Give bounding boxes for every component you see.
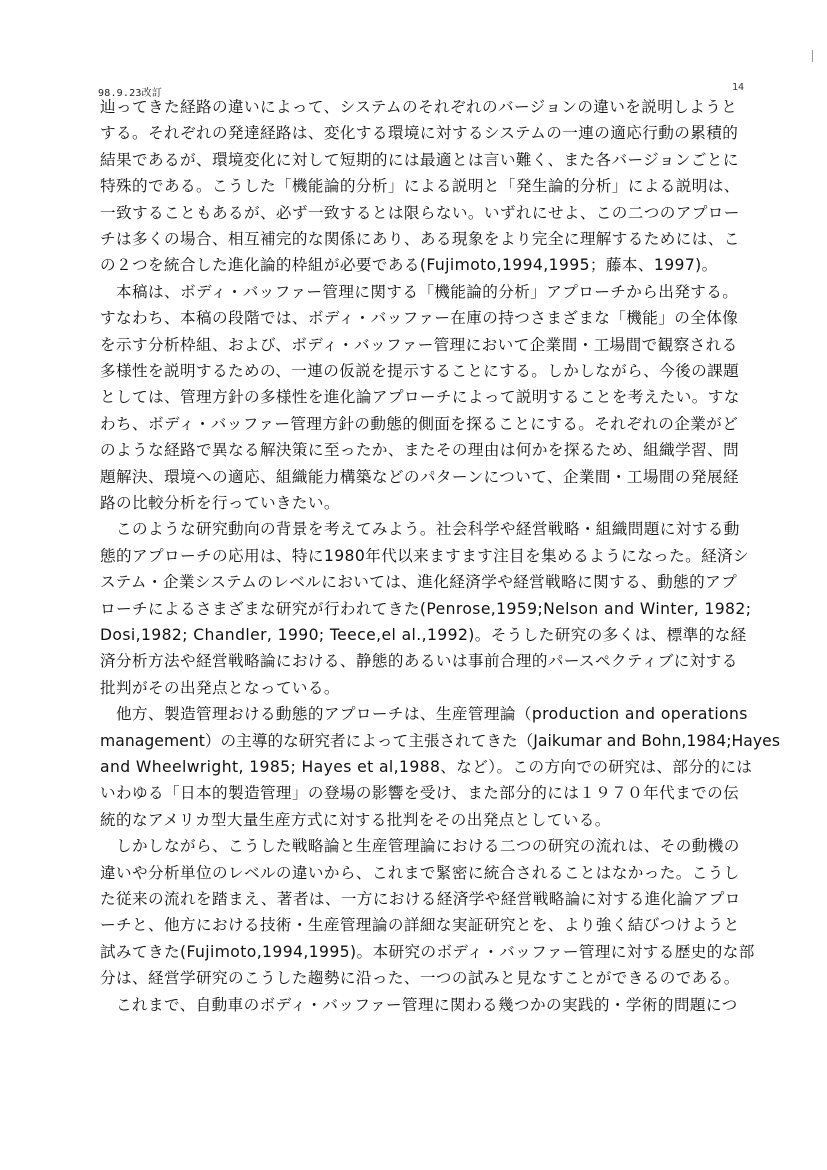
text-line: しかしながら、こうした戦略論と生産管理論における二つの研究の流れは、その動機の (100, 837, 740, 856)
text-line: 試みてきた(Fujimoto,1994,1995)。本研究のボディ・バッファー管理に対する歴史的な部 (100, 942, 755, 961)
text-line: and Wheelwright, 1985; Hayes et al,1988、など）。この方向での研究は、部分的には (100, 758, 753, 776)
text-line: Dosi,1982; Chandler, 1990; Teece,el al.,1992)。そうした研究の多くは、標準的な経 (100, 626, 747, 644)
text-line: 批判がその出発点となっている。 (100, 678, 340, 697)
text-line: のような経路で異なる解決策に至ったか、またその理由は何かを探るため、組織学習、問 (100, 441, 740, 460)
text-line: 違いや分析単位のレベルの違いから、これまで緊密に統合されることはなかった。こうし (100, 863, 740, 882)
text-line: た従来の流れを踏まえ、著者は、一方における経済学や経営戦略論に対する進化論アプロ (100, 890, 741, 908)
text-line: 分は、経営学研究のこうした趨勢に沿った、一つの試みと見なすことができるのである。 (100, 969, 740, 988)
text-line: を示す分析枠組、および、ボディ・バッファー管理において企業間・工場間で観察される (100, 335, 738, 354)
text-line: 特殊的である。こうした「機能論的分析」による説明と「発生論的分析」による説明は、 (100, 177, 740, 196)
text-line: これまで、自動車のボディ・バッファー管理に関わる幾つかの実践的・学術的問題につ (100, 995, 738, 1014)
revision-date: 98.9.23改訂 (98, 88, 162, 99)
text-line: 一致することもあるが、必ず一致するとは限らない。いずれにせよ、この二つのアプロー (100, 203, 740, 222)
text-line: わち、ボディ・バッファー管理方針の動態的側面を探ることにする。それぞれの企業がど (100, 414, 739, 433)
text-line: このような研究動向の背景を考えてみよう。社会科学や経営戦略・組織問題に対する動 (100, 520, 740, 539)
text-line: 済分析方法や経営戦略論における、静態的あるいは事前合理的パースペクティブに対する (100, 652, 738, 671)
text-line: ステム・企業システムのレベルにおいては、進化経済学や経営戦略に関する、動態的アプ (100, 573, 738, 592)
text-line: の２つを統合した進化論的枠組が必要である(Fujimoto,1994,1995；藤本、1997)。 (100, 256, 718, 275)
text-line: 他方、製造管理おける動態的アプローチは、生産管理論（production and operations (100, 705, 748, 724)
text-line: チは多くの場合、相互補完的な関係にあり、ある現象をより完全に理解するためには、こ (100, 230, 740, 248)
text-line: すなわち、本稿の段階では、ボディ・バッファー在庫の持つさまざまな「機能」の全体像 (100, 309, 739, 328)
text-line: 態的アプローチの応用は、特に1980年代以来ますます注目を集めるようになった。経済シ (100, 546, 750, 565)
text-line: 統的なアメリカ型大量生産方式に対する批判をその出発点としている。 (100, 810, 611, 829)
text-line: ーチと、他方における技術・生産管理論の詳細な実証研究とを、より強く結びつけようと (100, 916, 740, 935)
text-line: する。それぞれの発達経路は、変化する環境に対するシステムの一連の適応行動の累積的 (100, 124, 739, 143)
text-line: 題解決、環境への適応、組織能力構築などのパターンについて、企業間・工場間の発展経 (100, 467, 739, 486)
text-line: 本稿は、ボディ・バッファー管理に関する「機能論的分析」アプローチから出発する。 (100, 282, 739, 301)
text-line: 辿ってきた経路の違いによって、システムのそれぞれのバージョンの違いを説明しようと (100, 98, 738, 116)
text-line: いわゆる「日本的製造管理」の登場の影響を受け、また部分的には１９７０年代までの伝 (100, 784, 740, 803)
text-line: としては、管理方針の多様性を進化論アプローチによって説明することを考えたい。すな (100, 388, 740, 407)
text-line: 路の比較分析を行っていきたい。 (100, 494, 340, 512)
text-line: management）の主導的な研究者によって主張されてきた（Jaikumar and Bohn,1984;Hayes (100, 731, 780, 750)
text-line: ローチによるさまざまな研究が行われてきた(Penrose,1959;Nelson and Winter, 1982; (100, 599, 752, 618)
scan-edge-mark (812, 50, 813, 62)
page-number: 14 (732, 82, 745, 93)
text-line: 結果であるが、環境変化に対して短期的には最適とは言い難く、また各バージョンごとに (100, 150, 739, 169)
text-line: 多様性を説明するための、一連の仮説を提示することにする。しかしながら、今後の課題 (100, 362, 740, 380)
